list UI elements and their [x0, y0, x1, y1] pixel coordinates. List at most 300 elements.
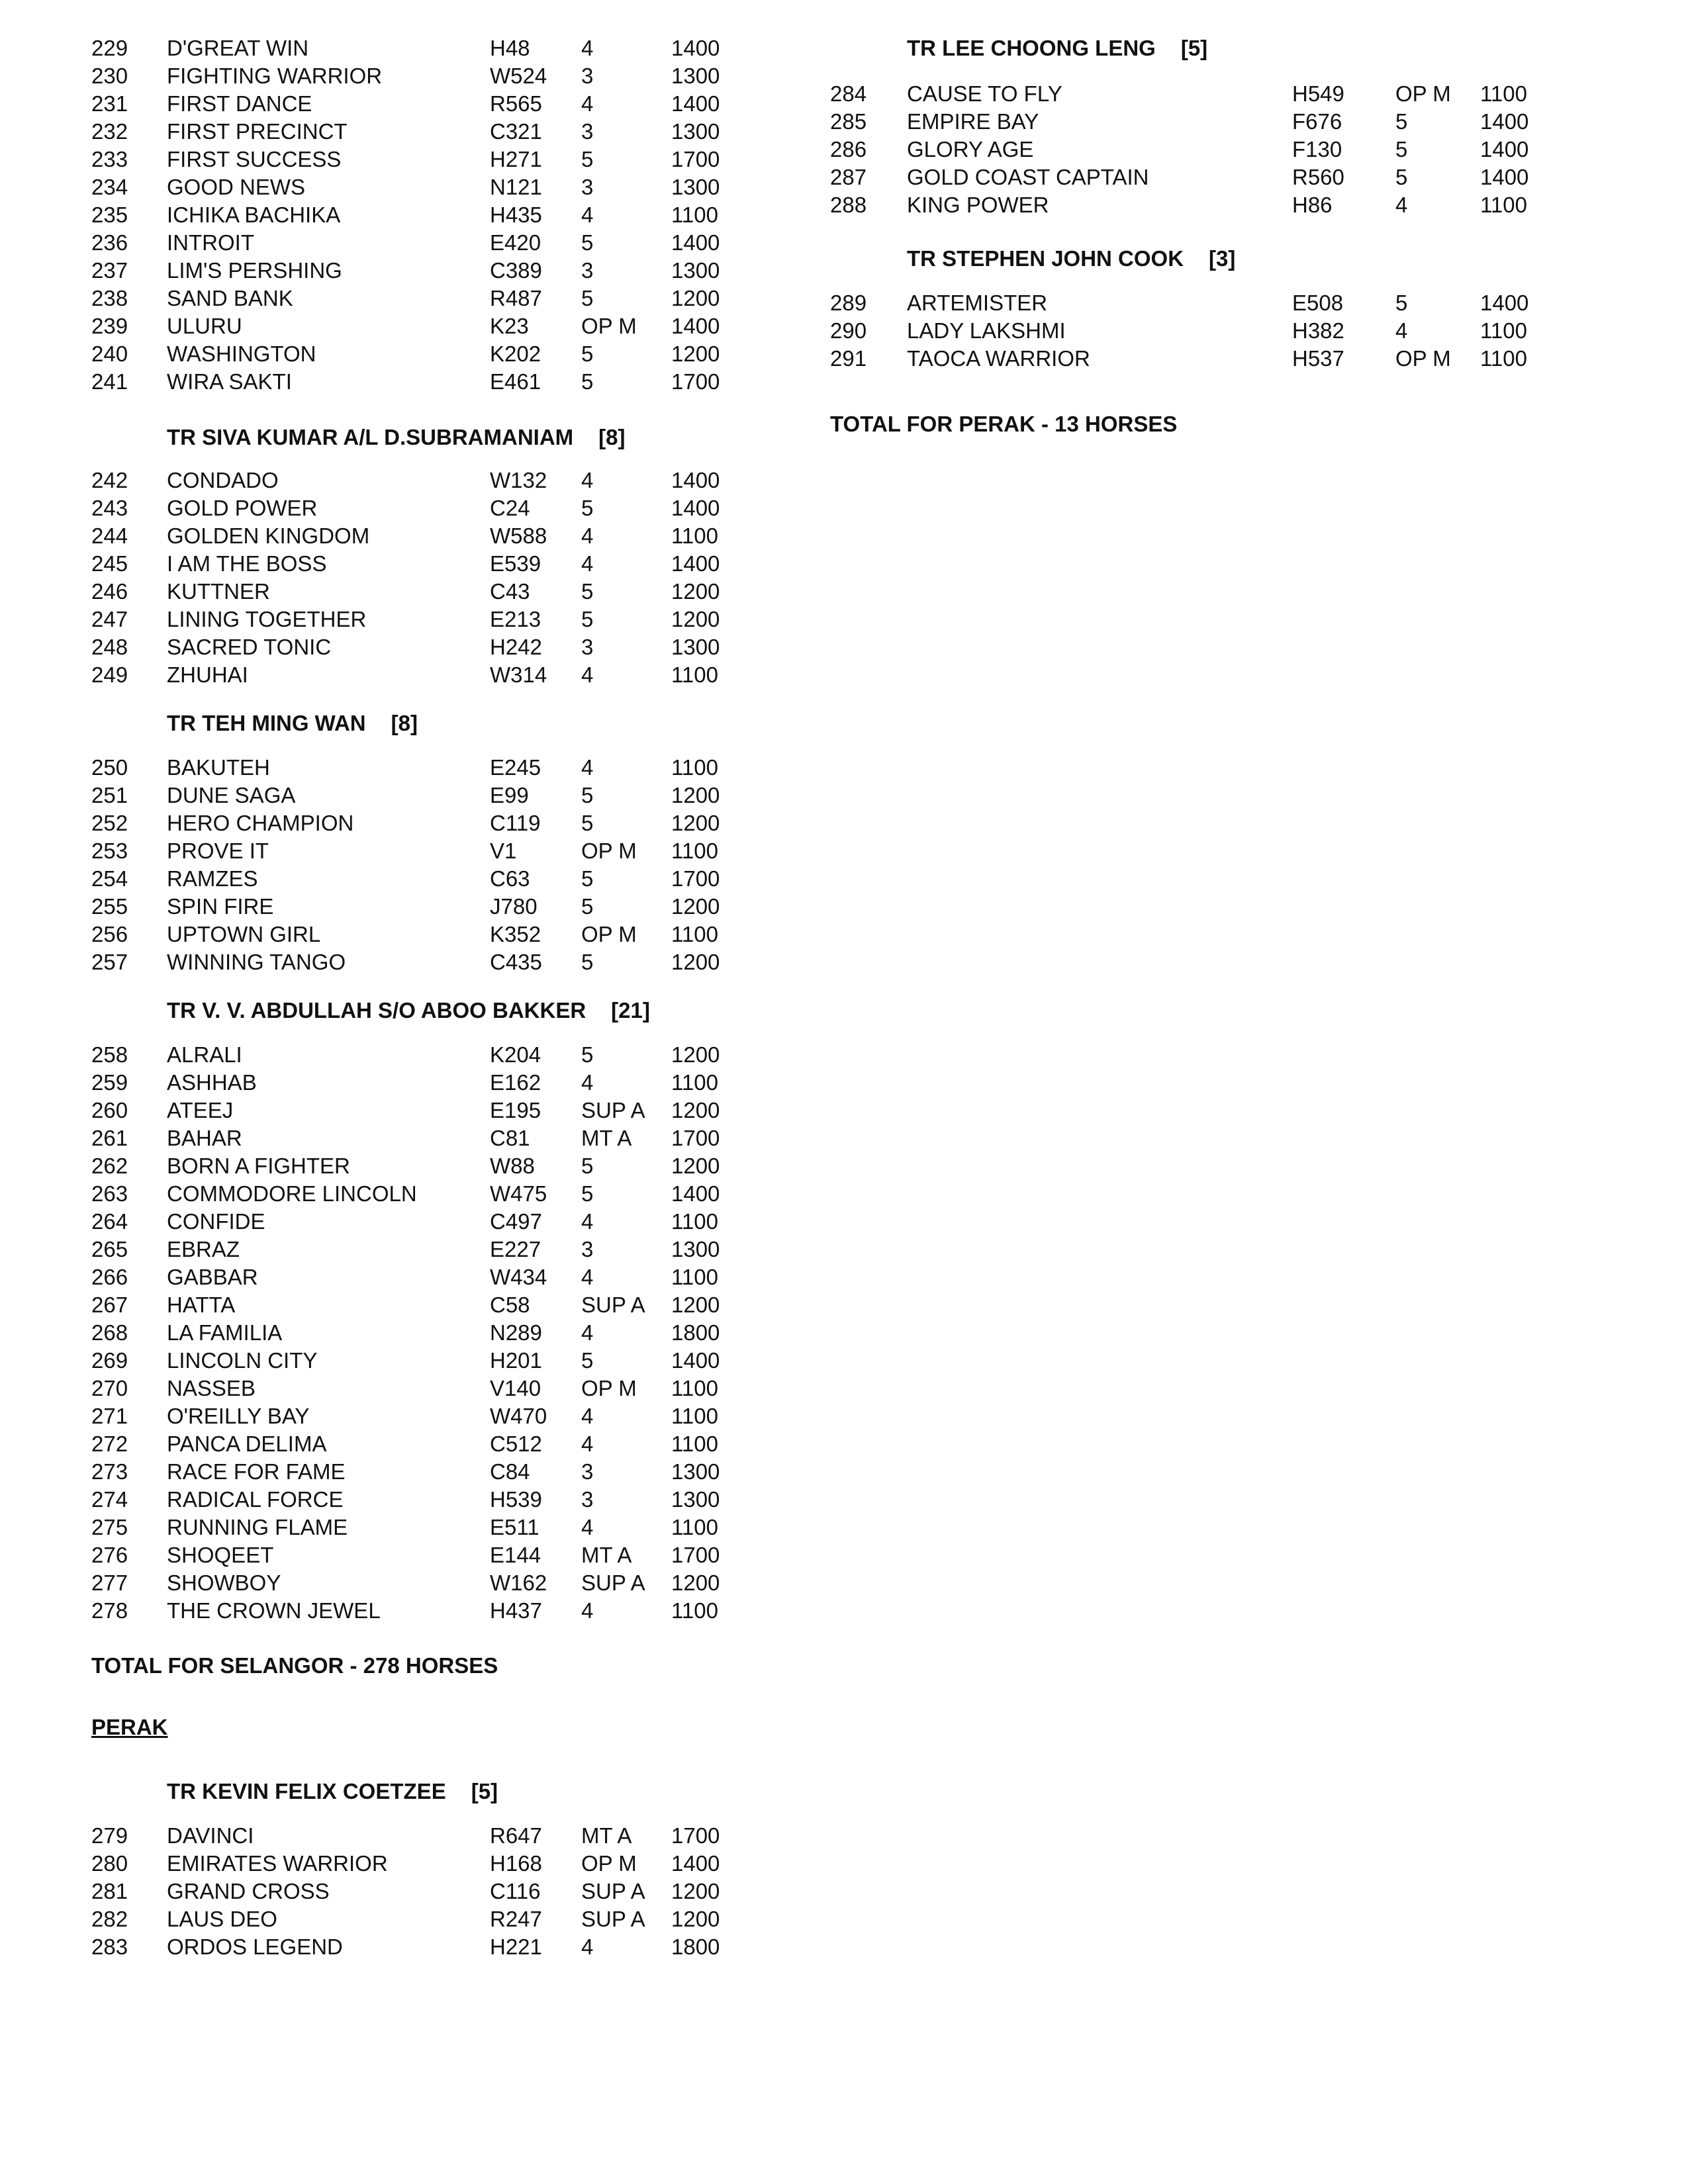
- horse-code: H382: [1292, 318, 1344, 343]
- horse-code: H437: [490, 1598, 542, 1623]
- horse-code: R647: [490, 1823, 542, 1848]
- horse-code: W88: [490, 1154, 535, 1178]
- horse-code: C24: [490, 496, 530, 520]
- horse-distance: 1200: [671, 1293, 720, 1317]
- horse-code: V1: [490, 839, 517, 863]
- horse-number: 283: [91, 1934, 128, 1959]
- horse-number: 271: [91, 1404, 128, 1428]
- horse-number: 258: [91, 1042, 128, 1067]
- horse-code: E213: [490, 607, 541, 631]
- horse-code: E420: [490, 230, 541, 255]
- horse-code: K204: [490, 1042, 541, 1067]
- horse-number: 282: [91, 1907, 128, 1931]
- horse-class: 4: [581, 1934, 594, 1959]
- horse-name: GABBAR: [167, 1265, 258, 1289]
- horse-name: RADICAL FORCE: [167, 1487, 344, 1512]
- horse-class: 4: [581, 1432, 594, 1456]
- horse-name: GOLDEN KINGDOM: [167, 523, 370, 548]
- horse-number: 230: [91, 64, 128, 88]
- horse-number: 245: [91, 551, 128, 576]
- horse-name: WIRA SAKTI: [167, 369, 292, 394]
- horse-distance: 1400: [671, 230, 720, 255]
- horse-distance: 1400: [1480, 137, 1529, 161]
- horse-code: H86: [1292, 193, 1333, 217]
- horse-name: FIRST PRECINCT: [167, 119, 348, 144]
- horse-distance: 1400: [671, 1348, 720, 1373]
- horse-distance: 1100: [671, 839, 718, 863]
- horse-number: 244: [91, 523, 128, 548]
- horse-code: E511: [490, 1515, 539, 1539]
- horse-class: 5: [581, 496, 594, 520]
- horse-distance: 1100: [671, 1432, 718, 1456]
- horse-distance: 1100: [671, 1376, 718, 1400]
- trainer-name: TR V. V. ABDULLAH S/O ABOO BAKKER: [167, 998, 586, 1023]
- horse-name: LINCOLN CITY: [167, 1348, 318, 1373]
- horse-class: 4: [581, 755, 594, 780]
- horse-distance: 1700: [671, 1543, 720, 1567]
- horse-distance: 1200: [671, 950, 720, 974]
- horse-number: 229: [91, 36, 128, 60]
- horse-number: 240: [91, 341, 128, 366]
- horse-distance: 1400: [671, 551, 720, 576]
- horse-name: LA FAMILIA: [167, 1320, 283, 1345]
- horse-code: C119: [490, 811, 541, 835]
- horse-name: SACRED TONIC: [167, 635, 332, 659]
- horse-class: 4: [581, 91, 594, 116]
- horse-name: CONDADO: [167, 468, 279, 492]
- horse-distance: 1200: [671, 1098, 720, 1122]
- horse-class: 3: [581, 175, 594, 199]
- horse-distance: 1400: [671, 314, 720, 338]
- horse-number: 259: [91, 1070, 128, 1095]
- horse-name: TAOCA WARRIOR: [907, 346, 1090, 371]
- horse-number: 266: [91, 1265, 128, 1289]
- trainer-header: [167, 709, 418, 737]
- horse-code: H549: [1292, 81, 1344, 106]
- horse-number: 256: [91, 922, 128, 946]
- horse-code: C321: [490, 119, 542, 144]
- horse-distance: 1700: [671, 1823, 720, 1848]
- horse-number: 288: [830, 193, 867, 217]
- horse-class: 5: [581, 1348, 594, 1373]
- horse-number: 234: [91, 175, 128, 199]
- horse-class: 3: [581, 635, 594, 659]
- horse-code: E227: [490, 1237, 541, 1261]
- horse-distance: 1200: [671, 811, 720, 835]
- horse-distance: 1100: [671, 1209, 718, 1234]
- horse-distance: 1200: [671, 1042, 720, 1067]
- horse-number: 255: [91, 894, 128, 919]
- horse-class: 5: [581, 369, 594, 394]
- horse-name: BORN A FIGHTER: [167, 1154, 350, 1178]
- horse-class: SUP A: [581, 1907, 645, 1931]
- horse-distance: 1400: [1480, 165, 1529, 189]
- horse-class: 5: [581, 866, 594, 891]
- horse-class: 5: [581, 1042, 594, 1067]
- horse-number: 239: [91, 314, 128, 338]
- horse-code: H537: [1292, 346, 1344, 371]
- horse-code: C63: [490, 866, 530, 891]
- horse-distance: 1100: [671, 1265, 718, 1289]
- horse-distance: 1100: [671, 1404, 718, 1428]
- horse-name: THE CROWN JEWEL: [167, 1598, 381, 1623]
- horse-distance: 1800: [671, 1934, 720, 1959]
- horse-code: C512: [490, 1432, 542, 1456]
- horse-number: 269: [91, 1348, 128, 1373]
- horse-name: ULURU: [167, 314, 242, 338]
- horse-number: 246: [91, 579, 128, 604]
- horse-code: K352: [490, 922, 541, 946]
- horse-class: 5: [581, 147, 594, 171]
- horse-name: GLORY AGE: [907, 137, 1034, 161]
- horse-number: 268: [91, 1320, 128, 1345]
- horse-name: CAUSE TO FLY: [907, 81, 1062, 106]
- trainer-horse-count: [3]: [1209, 246, 1236, 271]
- horse-class: 5: [581, 286, 594, 310]
- horse-code: N121: [490, 175, 542, 199]
- trainer-name: TR SIVA KUMAR A/L D.SUBRAMANIAM: [167, 425, 574, 449]
- horse-name: WINNING TANGO: [167, 950, 346, 974]
- region-heading: PERAK: [91, 1715, 168, 1739]
- horse-class: OP M: [1395, 81, 1451, 106]
- horse-class: 3: [581, 1459, 594, 1484]
- horse-code: C435: [490, 950, 542, 974]
- horse-class: 3: [581, 64, 594, 88]
- horse-code: R487: [490, 286, 542, 310]
- horse-number: 243: [91, 496, 128, 520]
- horse-code: E461: [490, 369, 541, 394]
- trainer-horse-count: [5]: [1180, 36, 1208, 60]
- horse-distance: 1400: [671, 91, 720, 116]
- horse-code: R565: [490, 91, 542, 116]
- horse-name: ALRALI: [167, 1042, 242, 1067]
- horse-code: W470: [490, 1404, 547, 1428]
- horse-name: HERO CHAMPION: [167, 811, 354, 835]
- horse-number: 238: [91, 286, 128, 310]
- horse-code: E99: [490, 783, 529, 807]
- horse-number: 248: [91, 635, 128, 659]
- horse-distance: 1400: [671, 468, 720, 492]
- trainer-name: TR KEVIN FELIX COETZEE: [167, 1779, 446, 1803]
- horse-number: 267: [91, 1293, 128, 1317]
- horse-distance: 1300: [671, 64, 720, 88]
- horse-class: OP M: [1395, 346, 1451, 371]
- horse-class: 5: [581, 894, 594, 919]
- horse-class: MT A: [581, 1126, 632, 1150]
- horse-name: BAHAR: [167, 1126, 242, 1150]
- horse-name: RACE FOR FAME: [167, 1459, 346, 1484]
- horse-class: SUP A: [581, 1879, 645, 1903]
- horse-name: CONFIDE: [167, 1209, 265, 1234]
- horse-distance: 1300: [671, 258, 720, 283]
- horse-number: 237: [91, 258, 128, 283]
- horse-class: 5: [1395, 291, 1408, 315]
- horse-distance: 1200: [671, 341, 720, 366]
- horse-class: 4: [581, 662, 594, 687]
- horse-distance: 1100: [671, 523, 718, 548]
- horse-class: 4: [581, 1598, 594, 1623]
- horse-name: ARTEMISTER: [907, 291, 1048, 315]
- horse-code: H435: [490, 203, 542, 227]
- horse-number: 251: [91, 783, 128, 807]
- horse-class: 3: [581, 119, 594, 144]
- horse-class: 4: [581, 1070, 594, 1095]
- horse-name: GOOD NEWS: [167, 175, 306, 199]
- horse-class: 5: [1395, 137, 1408, 161]
- horse-name: INTROIT: [167, 230, 254, 255]
- horse-name: ORDOS LEGEND: [167, 1934, 343, 1959]
- horse-number: 242: [91, 468, 128, 492]
- horse-name: EMIRATES WARRIOR: [167, 1851, 388, 1876]
- horse-number: 263: [91, 1181, 128, 1206]
- horse-distance: 1200: [671, 286, 720, 310]
- horse-name: SPIN FIRE: [167, 894, 274, 919]
- horse-distance: 1400: [671, 1851, 720, 1876]
- trainer-name: TR TEH MING WAN: [167, 711, 366, 735]
- horse-distance: 1200: [671, 1154, 720, 1178]
- horse-class: 5: [581, 811, 594, 835]
- horse-name: DAVINCI: [167, 1823, 254, 1848]
- horse-number: 284: [830, 81, 867, 106]
- horse-name: ICHIKA BACHIKA: [167, 203, 341, 227]
- horse-distance: 1200: [671, 783, 720, 807]
- horse-class: 4: [581, 468, 594, 492]
- horse-number: 287: [830, 165, 867, 189]
- horse-code: H242: [490, 635, 542, 659]
- horse-name: KUTTNER: [167, 579, 270, 604]
- horse-code: H271: [490, 147, 542, 171]
- horse-distance: 1300: [671, 1459, 720, 1484]
- horse-class: 4: [1395, 318, 1408, 343]
- horse-number: 275: [91, 1515, 128, 1539]
- horse-distance: 1200: [671, 607, 720, 631]
- horse-class: OP M: [581, 922, 637, 946]
- horse-class: MT A: [581, 1543, 632, 1567]
- horse-code: V140: [490, 1376, 541, 1400]
- horse-distance: 1700: [671, 1126, 720, 1150]
- horse-distance: 1100: [671, 755, 718, 780]
- total-selangor: TOTAL FOR SELANGOR - 278 HORSES: [91, 1653, 498, 1678]
- horse-code: C81: [490, 1126, 530, 1150]
- horse-distance: 1400: [671, 496, 720, 520]
- horse-class: 3: [581, 1237, 594, 1261]
- horse-number: 235: [91, 203, 128, 227]
- horse-name: GOLD POWER: [167, 496, 318, 520]
- horse-name: FIGHTING WARRIOR: [167, 64, 383, 88]
- horse-number: 261: [91, 1126, 128, 1150]
- trainer-header: [907, 245, 1235, 273]
- horse-name: KING POWER: [907, 193, 1049, 217]
- horse-number: 291: [830, 346, 867, 371]
- horse-class: 5: [1395, 165, 1408, 189]
- horse-distance: 1100: [671, 922, 718, 946]
- horse-name: DUNE SAGA: [167, 783, 296, 807]
- horse-distance: 1100: [1480, 81, 1527, 106]
- total-perak: TOTAL FOR PERAK - 13 HORSES: [830, 412, 1178, 436]
- horse-class: 4: [581, 551, 594, 576]
- horse-code: R247: [490, 1907, 542, 1931]
- horse-number: 241: [91, 369, 128, 394]
- horse-name: HATTA: [167, 1293, 236, 1317]
- horse-number: 247: [91, 607, 128, 631]
- horse-distance: 1100: [671, 1598, 718, 1623]
- horse-code: W314: [490, 662, 547, 687]
- trainer-horse-count: [5]: [471, 1779, 498, 1803]
- horse-class: OP M: [581, 1376, 637, 1400]
- horse-class: SUP A: [581, 1570, 645, 1595]
- horse-class: 4: [1395, 193, 1408, 217]
- horse-distance: 1300: [671, 635, 720, 659]
- horse-name: SAND BANK: [167, 286, 293, 310]
- horse-name: EMPIRE BAY: [907, 109, 1039, 134]
- horse-name: FIRST SUCCESS: [167, 147, 342, 171]
- horse-name: BAKUTEH: [167, 755, 270, 780]
- horse-code: W162: [490, 1570, 547, 1595]
- horse-number: 281: [91, 1879, 128, 1903]
- horse-distance: 1200: [671, 1570, 720, 1595]
- horse-code: C43: [490, 579, 530, 604]
- horse-distance: 1200: [671, 894, 720, 919]
- horse-distance: 1100: [1480, 318, 1527, 343]
- horse-name: ZHUHAI: [167, 662, 248, 687]
- horse-name: ASHHAB: [167, 1070, 257, 1095]
- horse-code: W524: [490, 64, 547, 88]
- horse-distance: 1100: [671, 1515, 718, 1539]
- horse-code: H201: [490, 1348, 542, 1373]
- horse-code: E508: [1292, 291, 1344, 315]
- horse-name: LINING TOGETHER: [167, 607, 367, 631]
- horse-class: OP M: [581, 839, 637, 863]
- horse-code: C389: [490, 258, 542, 283]
- horse-class: 4: [581, 1320, 594, 1345]
- horse-distance: 1400: [1480, 109, 1529, 134]
- horse-number: 233: [91, 147, 128, 171]
- horse-code: C84: [490, 1459, 530, 1484]
- horse-code: H539: [490, 1487, 542, 1512]
- horse-name: FIRST DANCE: [167, 91, 312, 116]
- horse-distance: 1400: [671, 1181, 720, 1206]
- horse-class: 4: [581, 36, 594, 60]
- horse-distance: 1100: [671, 662, 718, 687]
- horse-name: SHOWBOY: [167, 1570, 281, 1595]
- horse-distance: 1400: [671, 36, 720, 60]
- horse-number: 257: [91, 950, 128, 974]
- horse-name: O'REILLY BAY: [167, 1404, 310, 1428]
- horse-number: 278: [91, 1598, 128, 1623]
- horse-number: 252: [91, 811, 128, 835]
- horse-distance: 1200: [671, 579, 720, 604]
- horse-class: 5: [581, 230, 594, 255]
- horse-class: 4: [581, 523, 594, 548]
- horse-name: UPTOWN GIRL: [167, 922, 321, 946]
- horse-name: PANCA DELIMA: [167, 1432, 327, 1456]
- trainer-header: [167, 997, 650, 1024]
- horse-number: 273: [91, 1459, 128, 1484]
- horse-distance: 1300: [671, 175, 720, 199]
- horse-number: 285: [830, 109, 867, 134]
- horse-code: N289: [490, 1320, 542, 1345]
- horse-number: 289: [830, 291, 867, 315]
- horse-class: 5: [1395, 109, 1408, 134]
- trainer-name: TR LEE CHOONG LENG: [907, 36, 1156, 60]
- horse-name: I AM THE BOSS: [167, 551, 327, 576]
- horse-code: F130: [1292, 137, 1342, 161]
- horse-name: COMMODORE LINCOLN: [167, 1181, 417, 1206]
- horse-code: H221: [490, 1934, 542, 1959]
- horse-code: W475: [490, 1181, 547, 1206]
- horse-number: 277: [91, 1570, 128, 1595]
- horse-name: EBRAZ: [167, 1237, 240, 1261]
- horse-code: E539: [490, 551, 541, 576]
- horse-number: 272: [91, 1432, 128, 1456]
- horse-name: GRAND CROSS: [167, 1879, 330, 1903]
- horse-class: 5: [581, 950, 594, 974]
- horse-distance: 1100: [671, 203, 718, 227]
- horse-class: 5: [581, 579, 594, 604]
- horse-name: NASSEB: [167, 1376, 256, 1400]
- trainer-name: TR STEPHEN JOHN COOK: [907, 246, 1184, 271]
- horse-distance: 1100: [671, 1070, 718, 1095]
- horse-name: SHOQEET: [167, 1543, 274, 1567]
- horse-number: 232: [91, 119, 128, 144]
- horse-distance: 1700: [671, 147, 720, 171]
- horse-class: 5: [581, 1181, 594, 1206]
- horse-class: MT A: [581, 1823, 632, 1848]
- horse-code: K202: [490, 341, 541, 366]
- horse-name: D'GREAT WIN: [167, 36, 309, 60]
- horse-distance: 1700: [671, 866, 720, 891]
- horse-class: 5: [581, 607, 594, 631]
- horse-distance: 1100: [1480, 193, 1527, 217]
- horse-code: C58: [490, 1293, 530, 1317]
- horse-class: 4: [581, 1515, 594, 1539]
- horse-distance: 1300: [671, 119, 720, 144]
- horse-distance: 1300: [671, 1487, 720, 1512]
- trainer-horse-count: [8]: [391, 711, 418, 735]
- horse-class: 5: [581, 341, 594, 366]
- horse-code: R560: [1292, 165, 1344, 189]
- trainer-horse-count: [8]: [598, 425, 626, 449]
- horse-name: ATEEJ: [167, 1098, 234, 1122]
- horse-number: 279: [91, 1823, 128, 1848]
- horse-name: PROVE IT: [167, 839, 269, 863]
- horse-distance: 1700: [671, 369, 720, 394]
- horse-number: 286: [830, 137, 867, 161]
- horse-class: SUP A: [581, 1098, 645, 1122]
- horse-number: 253: [91, 839, 128, 863]
- horse-code: K23: [490, 314, 529, 338]
- horse-name: LADY LAKSHMI: [907, 318, 1066, 343]
- horse-name: RUNNING FLAME: [167, 1515, 348, 1539]
- horse-class: 4: [581, 1404, 594, 1428]
- horse-number: 274: [91, 1487, 128, 1512]
- horse-class: OP M: [581, 1851, 637, 1876]
- horse-name: WASHINGTON: [167, 341, 316, 366]
- horse-class: 4: [581, 1265, 594, 1289]
- horse-name: GOLD COAST CAPTAIN: [907, 165, 1149, 189]
- horse-distance: 1300: [671, 1237, 720, 1261]
- horse-distance: 1800: [671, 1320, 720, 1345]
- horse-code: F676: [1292, 109, 1342, 134]
- horse-distance: 1200: [671, 1907, 720, 1931]
- horse-class: 5: [581, 1154, 594, 1178]
- horse-number: 250: [91, 755, 128, 780]
- horse-number: 265: [91, 1237, 128, 1261]
- horse-code: C497: [490, 1209, 542, 1234]
- horse-name: RAMZES: [167, 866, 258, 891]
- horse-number: 276: [91, 1543, 128, 1567]
- horse-code: E144: [490, 1543, 541, 1567]
